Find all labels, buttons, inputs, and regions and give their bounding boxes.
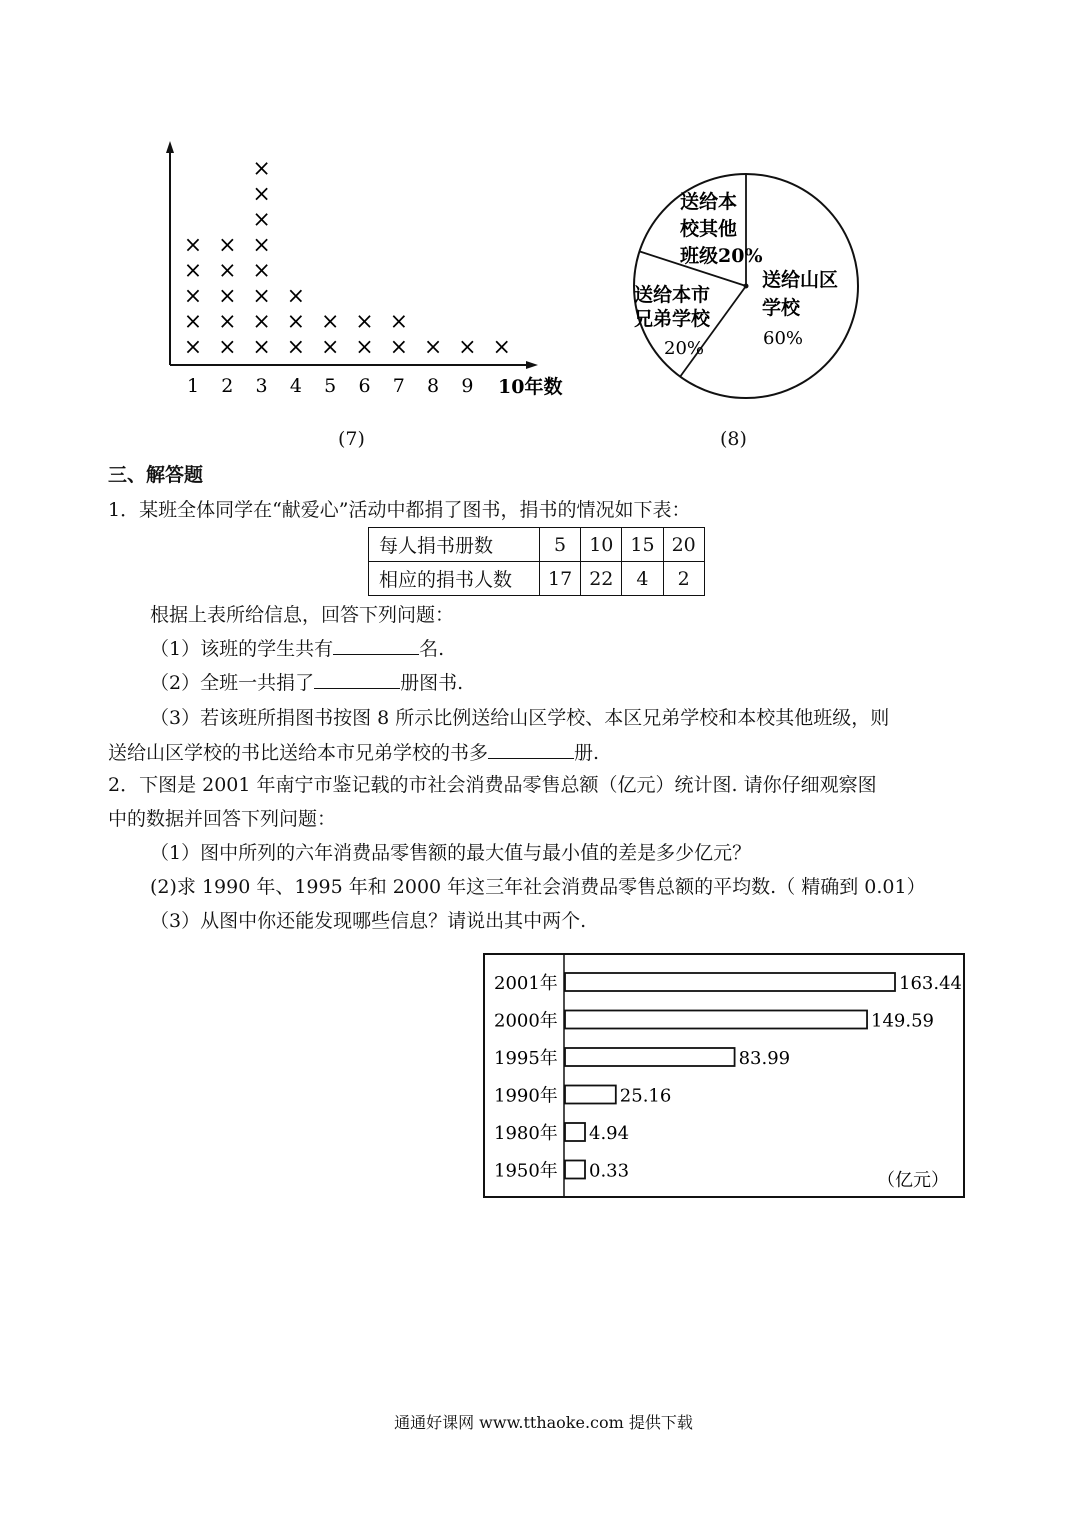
section-title: 三、解答题 <box>108 464 204 486</box>
x-tick-label: 1 <box>186 375 200 397</box>
table-cell-header: 每人捐书册数 <box>369 528 540 562</box>
table-cell: 17 <box>540 562 581 596</box>
dot-plot-mark: × <box>320 309 340 335</box>
table-cell: 10 <box>581 528 622 562</box>
q2-part2: (2)求 1990 年、1995 年和 2000 年这三年社会消费品零售总额的平均数.（ 精确到 0.01） <box>150 876 926 898</box>
x-axis-arrow <box>526 361 538 369</box>
table-row <box>369 562 705 596</box>
pie-slice-label: 送给本市 <box>634 284 711 306</box>
table-cell: 20 <box>663 528 704 562</box>
q1-part1 <box>150 636 444 662</box>
x-tick-label: 8 <box>427 375 440 397</box>
x-tick-label: 2 <box>221 375 234 397</box>
bar-value-label: 163.44 <box>899 973 962 994</box>
retail-sales-bar-chart <box>482 952 968 1202</box>
page-footer: 通通好课网 www.tthaoke.com 提供下载 <box>394 1413 693 1432</box>
table-cell: 15 <box>622 528 663 562</box>
q1-intro: 1．某班全体同学在“献爱心”活动中都捐了图书，捐书的情况如下表： <box>108 499 691 521</box>
x-tick-label: 3 <box>255 375 268 397</box>
bar-category-label: 1995年 <box>494 1048 558 1069</box>
q1-part1-suffix: 名. <box>419 638 445 660</box>
pie-slice-label: 送给山区 <box>762 269 839 291</box>
bar-value-label: 0.33 <box>589 1160 630 1182</box>
q1-part3-suffix: 册. <box>574 742 600 764</box>
dot-plot-mark: × <box>218 309 237 335</box>
bar <box>565 1048 735 1066</box>
dot-plot-mark: × <box>252 284 271 309</box>
q1-part2-text: （2）全班一共捐了 <box>150 672 315 694</box>
dot-plot-mark: × <box>183 335 203 360</box>
bar-category-label: 1990年 <box>494 1085 558 1107</box>
dot-plot-mark: × <box>286 335 306 360</box>
answer-blank[interactable] <box>333 636 419 655</box>
figure-7-caption: (7) <box>338 428 365 450</box>
y-axis-arrow <box>166 141 174 153</box>
figure-7-dot-plot <box>150 135 590 410</box>
x-axis-label: 10年数 <box>498 376 563 398</box>
bar-value-label: 25.16 <box>619 1085 672 1107</box>
unit-label: （亿元） <box>877 1170 949 1191</box>
table-cell: 4 <box>622 562 663 596</box>
q1-part2-suffix: 册图书. <box>400 672 464 694</box>
bar <box>565 1011 867 1029</box>
q2-part3: （3）从图中你还能发现哪些信息？请说出其中两个. <box>150 910 587 932</box>
donation-table <box>368 527 705 596</box>
dot-plot-mark: × <box>183 309 203 335</box>
x-tick-label: 4 <box>289 375 302 397</box>
dot-plot-mark: × <box>458 335 477 360</box>
q1-part3-line2 <box>108 740 599 766</box>
x-tick-label: 7 <box>392 375 405 397</box>
dot-plot-mark: × <box>423 335 443 360</box>
bar-value-label: 83.99 <box>738 1048 791 1069</box>
dot-plot-mark: × <box>252 258 271 284</box>
dot-plot-mark: × <box>252 156 271 182</box>
dot-plot-mark: × <box>218 284 237 309</box>
dot-plot-mark: × <box>389 335 409 360</box>
q2-part1: （1）图中所列的六年消费品零售额的最大值与最小值的差是多少亿元？ <box>150 842 752 864</box>
dot-plot-mark: × <box>389 309 409 335</box>
bar-category-label: 1980年 <box>494 1123 558 1144</box>
dot-plot-mark: × <box>252 233 271 258</box>
pie-center <box>744 284 749 289</box>
q2-intro-line2: 中的数据并回答下列问题： <box>108 808 337 830</box>
dot-plot-mark: × <box>355 335 374 360</box>
table-cell: 5 <box>540 528 581 562</box>
bar <box>565 1086 616 1104</box>
dot-plot-mark: × <box>218 335 237 360</box>
table-row <box>369 528 705 562</box>
dot-plot-mark: × <box>286 284 306 309</box>
dot-plot-mark: × <box>355 309 374 335</box>
dot-plot-mark: × <box>183 258 203 284</box>
dot-plot-mark: × <box>183 284 203 309</box>
dot-plot-mark: × <box>320 335 340 360</box>
figure-8-caption: (8) <box>720 428 747 450</box>
pie-slice-percent: 20% <box>664 338 705 359</box>
q1-part2 <box>150 670 463 696</box>
answer-blank[interactable] <box>314 670 400 689</box>
dot-plot-mark: × <box>252 207 271 233</box>
pie-slice-label: 送给本 <box>680 191 738 213</box>
bar-value-label: 149.59 <box>871 1010 935 1032</box>
bar-category-label: 2001年 <box>494 973 558 994</box>
dot-plot-mark: × <box>218 258 237 284</box>
dot-plot-mark: × <box>492 335 511 360</box>
pie-slice-percent: 60% <box>763 328 804 349</box>
q1-part3-line1: （3）若该班所捐图书按图 8 所示比例送给山区学校、本区兄弟学校和本校其他班级，则 <box>150 707 890 729</box>
dot-plot-mark: × <box>252 309 271 335</box>
pie-slice-label: 班级20% <box>680 245 763 267</box>
dot-plot-mark: × <box>286 309 306 335</box>
dot-plot-mark: × <box>183 233 203 258</box>
dot-plot-mark: × <box>252 182 271 207</box>
pie-slice-label: 校其他 <box>680 218 738 240</box>
figure-8-pie-chart <box>600 160 870 410</box>
q1-part1-text: （1）该班的学生共有 <box>150 638 334 660</box>
bar-category-label: 1950年 <box>494 1160 558 1182</box>
pie-slice-label: 学校 <box>762 297 801 319</box>
dot-plot-mark: × <box>218 233 237 258</box>
bar-value-label: 4.94 <box>589 1123 630 1144</box>
bar <box>565 1123 585 1141</box>
x-tick-label: 5 <box>324 375 337 397</box>
bar <box>565 973 895 991</box>
q2-intro-line1: 2．下图是 2001 年南宁市鉴记载的市社会消费品零售总额（亿元）统计图. 请你仔细观察图 <box>108 774 877 796</box>
q1-part3-text: 送给山区学校的书比送给本市兄弟学校的书多 <box>108 742 489 764</box>
x-tick-label: 6 <box>358 375 371 397</box>
pie-slice-label: 兄弟学校 <box>634 308 711 330</box>
dot-plot-mark: × <box>252 335 271 360</box>
table-cell: 2 <box>663 562 704 596</box>
q1-lead: 根据上表所给信息，回答下列问题： <box>150 604 455 626</box>
answer-blank[interactable] <box>488 740 574 759</box>
table-cell-header: 相应的捐书人数 <box>369 562 540 596</box>
x-tick-label: 9 <box>461 375 474 397</box>
table-cell: 22 <box>581 562 622 596</box>
bar-category-label: 2000年 <box>494 1010 558 1032</box>
bar <box>565 1161 585 1179</box>
